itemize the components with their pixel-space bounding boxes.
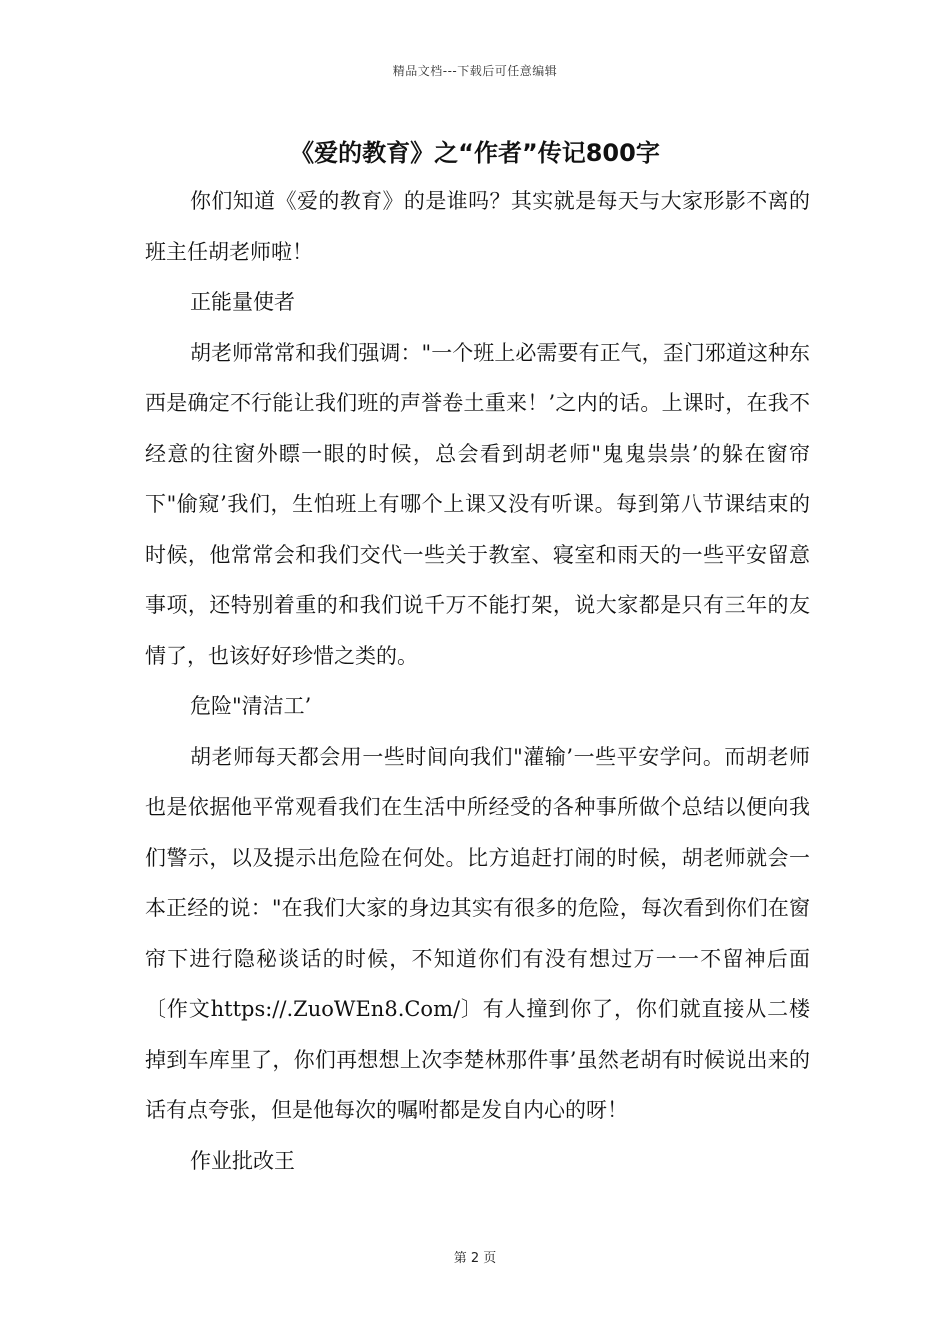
page-header: 精品文档---下载后可任意编辑 [392,64,558,78]
section-heading-danger-cleaner: 危险"清洁工’ [190,694,312,718]
document-title: 《爱的教育》之“作者”传记800字 [290,139,660,167]
body-paragraph: 胡老师常常和我们强调："一个班上必需要有正气，歪门邪道这种东西是确定不行能让我们班的声誉卷土重来！’之内的话。上课时，在我不经意的往窗外瞟一眼的时候，总会看到胡老师"鬼鬼祟祟’的躲在窗帘下"偷窥’我们，生怕班上有哪个上课又没有听课。每到第八节课结束的时候，他常常会和我们交代一些关于教室、寝室和雨天的一些平安留意事项，还特别着重的和我们说千万不能打架，说大家都是只有三年的友情了，也该好好珍惜之类的。 [145,340,810,668]
page-number: 第 2 页 [453,1251,497,1266]
section-heading-homework-grader: 作业批改王 [190,1148,295,1173]
section-heading-positive-energy: 正能量使者 [190,290,295,314]
document-body [145,176,810,1186]
intro-paragraph: 你们知道《爱的教育》的是谁吗？其实就是每天与大家形影不离的班主任胡老师啦！ [145,189,810,264]
body-paragraph: 胡老师每天都会用一些时间向我们"灌输’一些平安学问。而胡老师也是依据他平常观看我们在生活中所经受的各种事所做个总结以便向我们警示，以及提示出危险在何处。比方追赶打闹的时候，胡老师就会一本正经的说："在我们大家的身边其实有很多的危险，每次看到你们在窗帘下进行隐秘谈话的时候，不知道你们有没有想过万一一不留神后面〔作文https://.ZuoWEn8.Com/〕有人撞到你了，你们就直接从二楼掉到车库里了，你们再想想上次李楚林那件事’虽然老胡有时候说出来的话有点夸张，但是他每次的嘱咐都是发自内心的呀！ [145,744,810,1122]
